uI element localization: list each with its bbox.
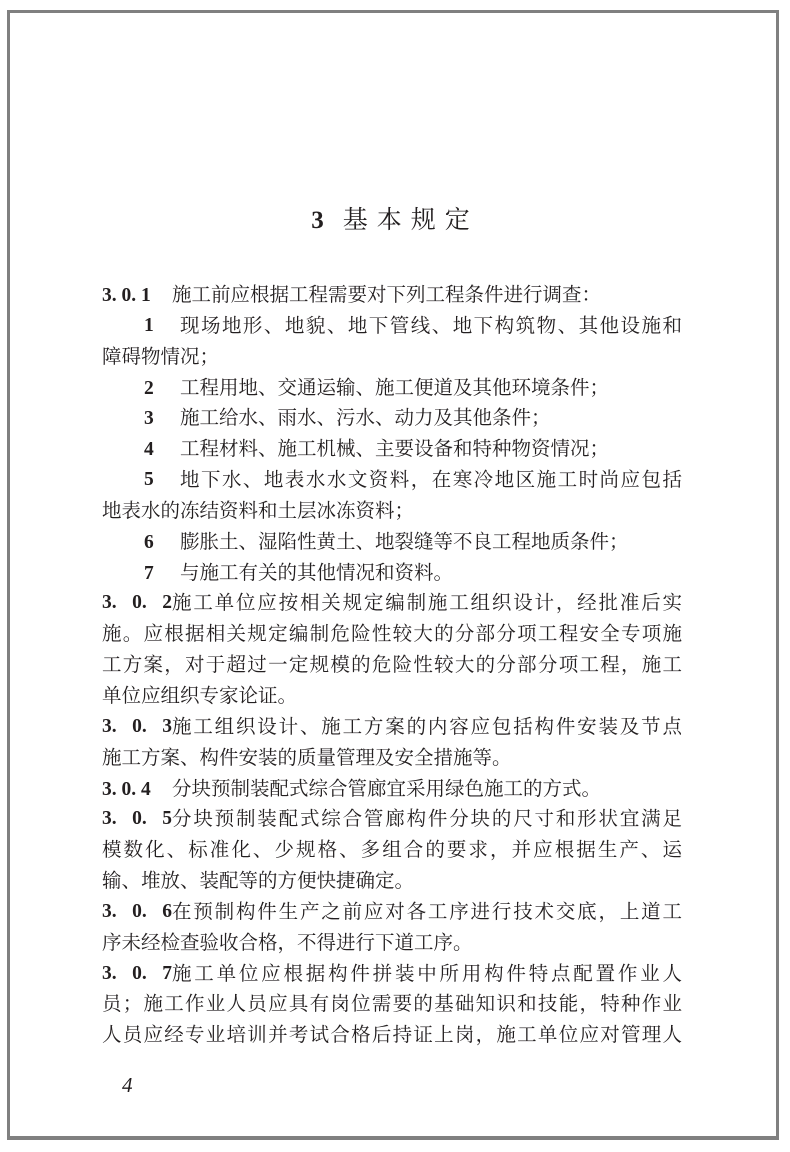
list-item: [102, 403, 682, 434]
item-number: 4: [144, 439, 154, 461]
list-item: [102, 527, 682, 558]
text-line: [102, 650, 682, 681]
document-body: [102, 280, 682, 1051]
clause-number: 3. 0. 2: [102, 592, 172, 614]
line-text: 施。应根据相关规定编制危险性较大的分部分项工程安全专项施: [102, 622, 682, 646]
text-line: [102, 342, 682, 373]
clause-line: [102, 280, 682, 311]
line-text: 模数化、标准化、少规格、多组合的要求，并应根据生产、运: [102, 838, 682, 862]
line-text: 施工方案、构件安装的质量管理及安全措施等。: [102, 745, 512, 769]
text-line: [102, 743, 682, 774]
list-item: [102, 434, 682, 465]
clause-line: [102, 774, 682, 805]
clause-line: [102, 588, 682, 619]
chapter-heading: [0, 200, 790, 236]
clause-line: [102, 959, 682, 990]
text-line: [102, 681, 682, 712]
line-text: 与施工有关的其他情况和资料。: [180, 560, 454, 584]
line-text: 分块预制装配式综合管廊宜采用绿色施工的方式。: [172, 776, 602, 800]
item-number: 1: [144, 314, 154, 336]
line-text: 施工单位应根据构件拼装中所用构件特点配置作业人: [172, 961, 682, 985]
item-number: 3: [144, 408, 154, 430]
clause-number: 3. 0. 7: [102, 962, 172, 984]
line-text: 分块预制装配式综合管廊构件分块的尺寸和形状宜满足: [172, 807, 682, 831]
clause-line: [102, 804, 682, 835]
line-text: 膨胀土、湿陷性黄土、地裂缝等不良工程地质条件；: [180, 529, 629, 553]
line-text: 现场地形、地貌、地下管线、地下构筑物、其他设施和: [180, 313, 682, 337]
list-item: [102, 558, 682, 589]
line-text: 地下水、地表水水文资料，在寒冷地区施工时尚应包括: [180, 468, 682, 492]
item-number: 6: [144, 531, 154, 553]
line-text: 地表水的冻结资料和土层冰冻资料；: [102, 498, 415, 522]
line-text: 施工给水、雨水、污水、动力及其他条件；: [180, 406, 551, 430]
item-number: 2: [144, 377, 154, 399]
line-text: 序未经检查验收合格，不得进行下道工序。: [102, 930, 473, 954]
line-text: 工程材料、施工机械、主要设备和特种物资情况；: [180, 437, 610, 461]
line-text: 员；施工作业人员应具有岗位需要的基础知识和技能，特种作业: [102, 992, 682, 1016]
chapter-number: 3: [311, 207, 333, 234]
line-text: 工程用地、交通运输、施工便道及其他环境条件；: [180, 375, 610, 399]
text-line: [102, 866, 682, 897]
clause-number: 3. 0. 5: [102, 808, 172, 830]
item-number: 5: [144, 469, 154, 491]
text-line: [102, 496, 682, 527]
chapter-title: 基本规定: [342, 205, 479, 234]
line-text: 施工组织设计、施工方案的内容应包括构件安装及节点: [172, 714, 682, 738]
line-text: 障碍物情况；: [102, 344, 220, 368]
line-text: 施工单位应按相关规定编制施工组织设计，经批准后实: [172, 591, 682, 615]
text-line: [102, 619, 682, 650]
page-number: 4: [122, 1073, 133, 1097]
clause-line: [102, 897, 682, 928]
clause-number: 3. 0. 3: [102, 715, 172, 737]
text-line: [102, 928, 682, 959]
text-line: [102, 835, 682, 866]
line-text: 在预制构件生产之前应对各工序进行技术交底，上道工: [172, 899, 682, 923]
line-text: 人员应经专业培训并考试合格后持证上岗，施工单位应对管理人: [102, 1023, 682, 1047]
text-line: [102, 989, 682, 1020]
list-item: [102, 373, 682, 404]
clause-number: 3. 0. 4: [102, 778, 151, 800]
clause-number: 3. 0. 1: [102, 285, 151, 306]
clause-line: [102, 712, 682, 743]
text-line: [102, 1020, 682, 1051]
line-text: 输、堆放、装配等的方便快捷确定。: [102, 869, 415, 893]
line-text: 工方案，对于超过一定规模的危险性较大的分部分项工程，施工: [102, 653, 682, 677]
line-text: 单位应组织专家论证。: [102, 683, 298, 707]
clause-number: 3. 0. 6: [102, 900, 172, 922]
list-item: [102, 465, 682, 496]
line-text: 施工前应根据工程需要对下列工程条件进行调查：: [172, 283, 602, 306]
item-number: 7: [144, 562, 154, 584]
list-item: [102, 311, 682, 342]
